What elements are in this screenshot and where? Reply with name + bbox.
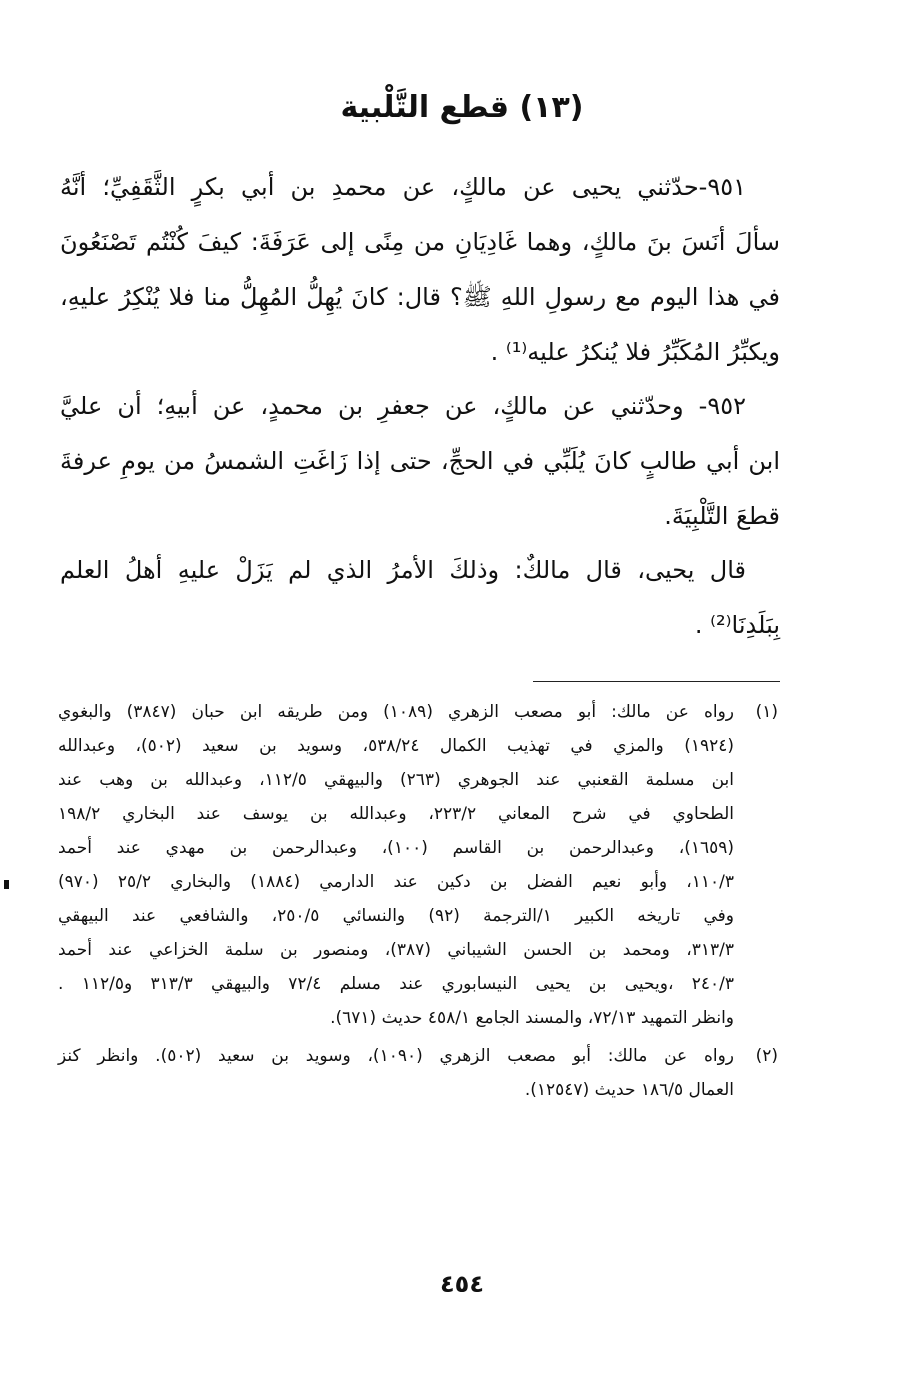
hadith-952-line-2: ابن أبي طالبٍ كانَ يُلَبِّي في الحجِّ، حتى إذا زَاغَتِ الشمسُ من يومِ عرفةَ: [60, 447, 780, 475]
footnote-1-line: وانظر التمهيد ٧٢/١٣، والمسند الجامع ٤٥٨/١ حديث (٦٧١).: [330, 1008, 734, 1028]
malik-comment-line-2: بِبَلَدِنَا⁽²⁾ .: [694, 611, 780, 639]
footnote-2-line: العمال ١٨٦/٥ حديث (١٢٥٤٧).: [524, 1080, 734, 1100]
footnote-1-number: (١): [755, 702, 778, 722]
footnote-1-line: ابن مسلمة القعنبي عند الجوهري (٢٦٣) والبيهقي ١١٢/٥، وعبدالله بن وهب عند: [58, 770, 735, 790]
footnote-1-line: ٣١٣/٣، ومحمد بن الحسن الشيباني (٣٨٧)، ومنصور بن سلمة الخزاعي عند أحمد: [58, 940, 734, 960]
page-number: ٤٥٤: [440, 1270, 484, 1298]
hadith-951-line-4: ويكبِّرُ المُكَبِّرُ فلا يُنكرُ عليه⁽¹⁾ .: [490, 338, 780, 366]
footnote-2-line: رواه عن مالك: أبو مصعب الزهري (١٠٩٠)، وسويد بن سعيد (٥٠٢). وانظر كنز: [58, 1046, 734, 1066]
hadith-951-line-2: سألَ أنَسَ بنَ مالكٍ، وهما غَادِيَانِ من مِنًى إلى عَرَفَةَ: كيفَ كُنْتُم تَصْنَعُونَ: [60, 228, 780, 256]
footnote-1-line: (١٦٥٩)، وعبدالرحمن بن القاسم (١٠٠)، وعبدالرحمن بن مهدي عند أحمد: [58, 838, 734, 858]
section-title: (١٣) قطع التَّلْبية: [340, 90, 584, 125]
hadith-952: [60, 379, 780, 544]
hadith-951-line-3: في هذا اليوم مع رسولِ اللهِ ﷺ؟ قال: كانَ يُهِلُّ المُهِلُّ منا فلا يُنْكِرُ عليهِ،: [60, 283, 780, 311]
footnotes: [58, 695, 778, 1107]
footnote-1-line: الطحاوي في شرح المعاني ٢٢٣/٢، وعبدالله بن يوسف عند البخاري ١٩٨/٢: [58, 804, 734, 824]
footnote-separator: [533, 681, 780, 682]
footnote-1: [58, 695, 778, 1035]
footnote-1-line: (١٩٢٤) والمزي في تهذيب الكمال ٥٣٨/٢٤، وسويد بن سعيد (٥٠٢)، وعبدالله: [58, 736, 735, 756]
hadith-951: [60, 160, 780, 380]
footnote-2: [58, 1039, 778, 1107]
hadith-952-line-3: قطعَ التَّلْبِيَةَ.: [664, 502, 780, 530]
malik-comment: [60, 543, 780, 653]
malik-comment-line-1: قال يحيى، قال مالكٌ: وذلكَ الأمرُ الذي لم يَزَلْ عليهِ أهلُ العلم: [60, 556, 746, 584]
margin-mark: [4, 880, 9, 889]
footnote-1-line: ١١٠/٣، وأبو نعيم الفضل بن دكين عند الدارمي (١٨٨٤) والبخاري ٢٥/٢ (٩٧٠): [58, 872, 734, 892]
hadith-951-line-1: ٩٥١-حدّثني يحيى عن مالكٍ، عن محمدِ بن أبي بكرٍ الثَّقَفِيِّ؛ أنَّهُ: [60, 173, 746, 201]
footnote-2-number: (٢): [755, 1046, 778, 1066]
footnote-1-line: وفي تاريخه الكبير ١/الترجمة (٩٢) والنسائي ٢٥٠/٥، والشافعي عند البيهقي: [58, 906, 734, 926]
footnote-1-line: ٢٤٠/٣ ،ويحيى بن يحيى النيسابوري عند مسلم ٧٢/٤ والبيهقي ٣١٣/٣ و١١٢/٥ .: [58, 974, 734, 994]
hadith-952-line-1: ٩٥٢- وحدّثني عن مالكٍ، عن جعفرِ بن محمدٍ، عن أبيهِ؛ أن عليَّ: [60, 392, 746, 420]
footnote-1-line: رواه عن مالك: أبو مصعب الزهري (١٠٨٩) ومن طريقه ابن حبان (٣٨٤٧) والبغوي: [58, 702, 735, 722]
